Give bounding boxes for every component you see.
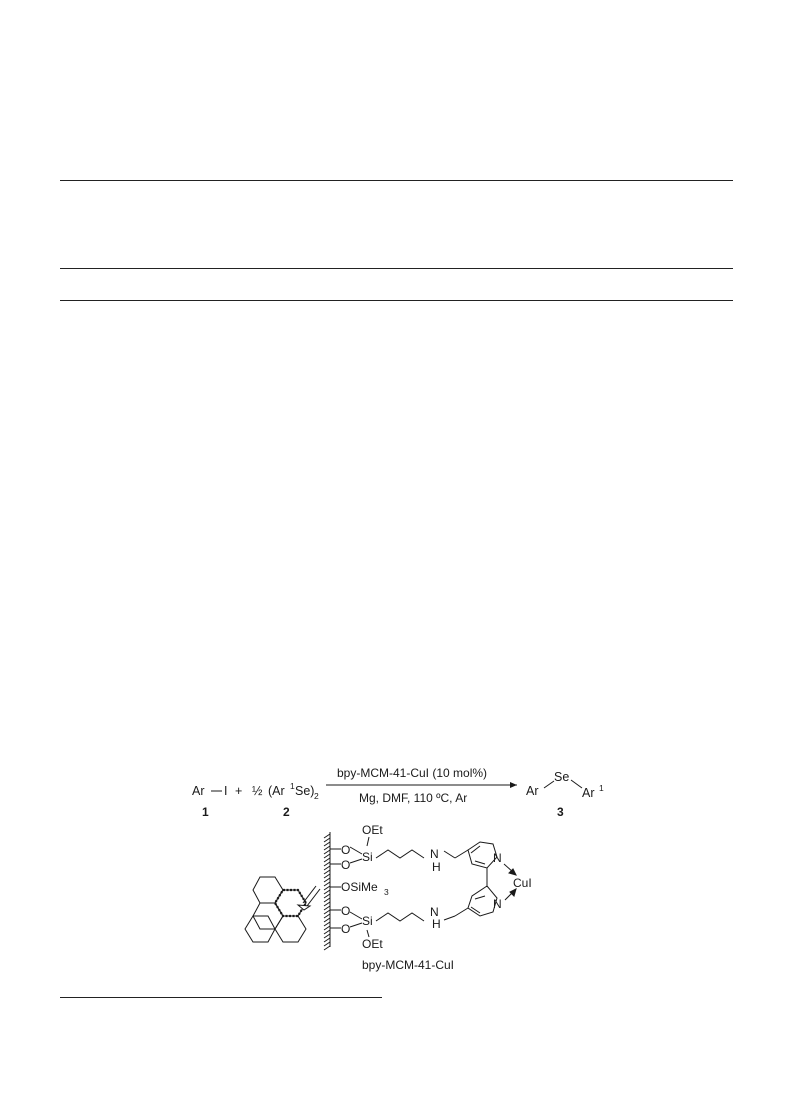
hatch-mark [324,942,330,946]
hatch-mark [324,902,330,906]
hatch-mark [324,874,330,878]
hatch-mark [324,930,330,934]
reagent2-sup: 1 [290,781,295,791]
hatch-mark [324,922,330,926]
pyridine-ring-bottom [455,886,497,916]
reaction-scheme [0,740,792,980]
hatch-mark [324,914,330,918]
hatch-mark [324,842,330,846]
hatch-mark [324,850,330,854]
reagent-ar: Ar [192,784,205,798]
oxygen-4: O [341,922,351,936]
oet-top: OEt [362,823,383,837]
bond-line [571,780,582,788]
hatch-mark [324,910,330,914]
reaction-arrow-head [510,782,517,788]
hatch-mark [324,878,330,882]
footnote-rule [60,997,382,998]
hydrogen-bottom: H [432,917,441,931]
reagent-iodo: I [224,784,228,798]
compound-number-1: 1 [202,805,209,819]
table-header-rule [60,268,733,269]
hatch-mark [324,890,330,894]
oxygen-3: O [341,904,351,918]
catalyst-label: bpy-MCM-41-CuI (10 mol%) [337,766,488,780]
hatch-mark [324,898,330,902]
bond-line [544,781,554,788]
product-ar1: Ar [582,786,595,800]
plus-sign: + [235,784,243,798]
oxygen-1: O [341,843,351,857]
hatch-mark [324,894,330,898]
silicon-bottom: Si [362,914,373,928]
hatch-mark [324,866,330,870]
hatch-mark [324,938,330,942]
trimethylsilyl-sub: 3 [384,887,389,897]
pointer-arrow-icon [298,886,320,910]
nitrogen-pyridine-top: N [493,851,502,865]
oxygen-2: O [341,858,351,872]
copper-iodide: CuI [513,876,532,890]
reagent2-open: (Ar [268,784,285,798]
hatch-mark [324,862,330,866]
support-caption: bpy-MCM-41-CuI [362,958,455,972]
reagent2-se: Se) [295,784,315,798]
trimethylsilyl-label: OSiMe [341,880,378,894]
product-sup: 1 [599,783,604,793]
half-fraction: ½ [252,784,263,798]
hatch-mark [324,926,330,930]
conditions-label: Mg, DMF, 110 ºC, Ar [359,791,468,805]
nitrogen-bottom: N [430,905,439,919]
hatch-mark [324,886,330,890]
reagent2-sub: 2 [314,791,319,801]
silica-surface [324,832,330,950]
hatch-mark [324,846,330,850]
hatch-mark [324,854,330,858]
nitrogen-top: N [430,847,439,861]
hatch-mark [324,946,330,950]
reaction-equation [192,766,604,819]
hatch-mark [324,858,330,862]
hatch-mark [324,882,330,886]
mcm41-pore-icon [245,877,306,942]
silicon-top: Si [362,850,373,864]
hatch-mark [324,834,330,838]
oet-bottom: OEt [362,937,383,951]
table-top-rule [60,180,733,181]
compound-number-2: 2 [283,805,290,819]
hatch-mark [324,934,330,938]
hatch-mark [324,838,330,842]
product-ar: Ar [526,784,539,798]
hydrogen-top: H [432,860,441,874]
top-silyl-linker [330,837,468,864]
product-se: Se [554,770,570,784]
compound-number-3: 3 [557,805,564,819]
hatch-mark [324,906,330,910]
table-bottom-rule [60,300,733,301]
hatch-mark [324,870,330,874]
nitrogen-pyridine-bottom: N [493,897,502,911]
hatch-mark [324,918,330,922]
